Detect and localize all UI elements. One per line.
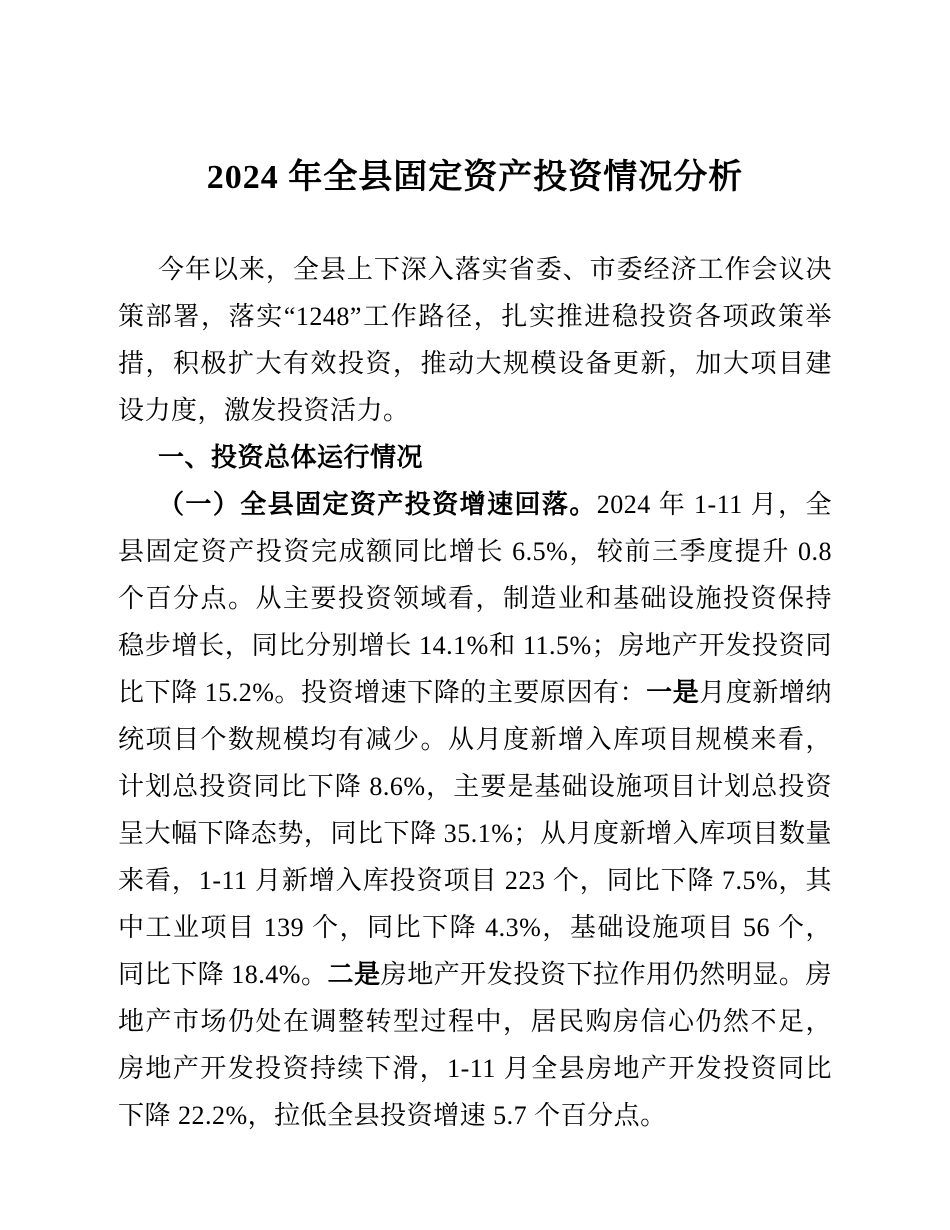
text-run: 2024 年 1-11 月，全县固定资产投资完成额同比增长 6.5%，较前三季度提升 0.8 个百分点。从主要投资领域看，制造业和基础设施投资保持稳步增长，同比分别增长 14.1%和 11.5%；房地产开发投资同比下降 15.2%。投资增速下降的主要原因有： [118, 490, 832, 707]
text-run: 今年以来，全县上下深入落实省委、市委经济工作会议决策部署，落实“1248”工作路径，扎实推进稳投资各项政策举措，积极扩大有效投资，推动大规模设备更新，加大项目建设力度，激发投资活力。 [118, 255, 832, 425]
section-1-paragraph [118, 481, 832, 1139]
text-run: 月度新增纳统项目个数规模均有减少。从月度新增入库项目规模来看，计划总投资同比下降 8.6%，主要是基础设施项目计划总投资呈大幅下降态势，同比下降 35.1%；从月度新增入库项目数量来看，1-11 月新增入库投资项目 223 个，同比下降 7.5%，其中工业项目 139 个，同比下降 4.3%，基础设施项目 56 个，同比下降 18.4%。 [118, 678, 832, 989]
bold-text-run: 一是 [646, 678, 700, 707]
intro-paragraph [118, 246, 832, 434]
bold-text-run: 二是 [327, 960, 381, 989]
document-body [118, 246, 832, 1139]
document-title: 2024 年全县固定资产投资情况分析 [206, 159, 744, 196]
bold-text-run: （一）全县固定资产投资增速回落。 [158, 490, 597, 519]
section-heading: 一、投资总体运行情况 [158, 442, 424, 472]
text-run: 房地产开发投资下拉作用仍然明显。房地产市场仍处在调整转型过程中，居民购房信心仍然不足，房地产开发投资持续下滑，1-11 月全县房地产开发投资同比下降 22.2%，拉低全县投资增速 5.7 个百分点。 [118, 960, 832, 1130]
